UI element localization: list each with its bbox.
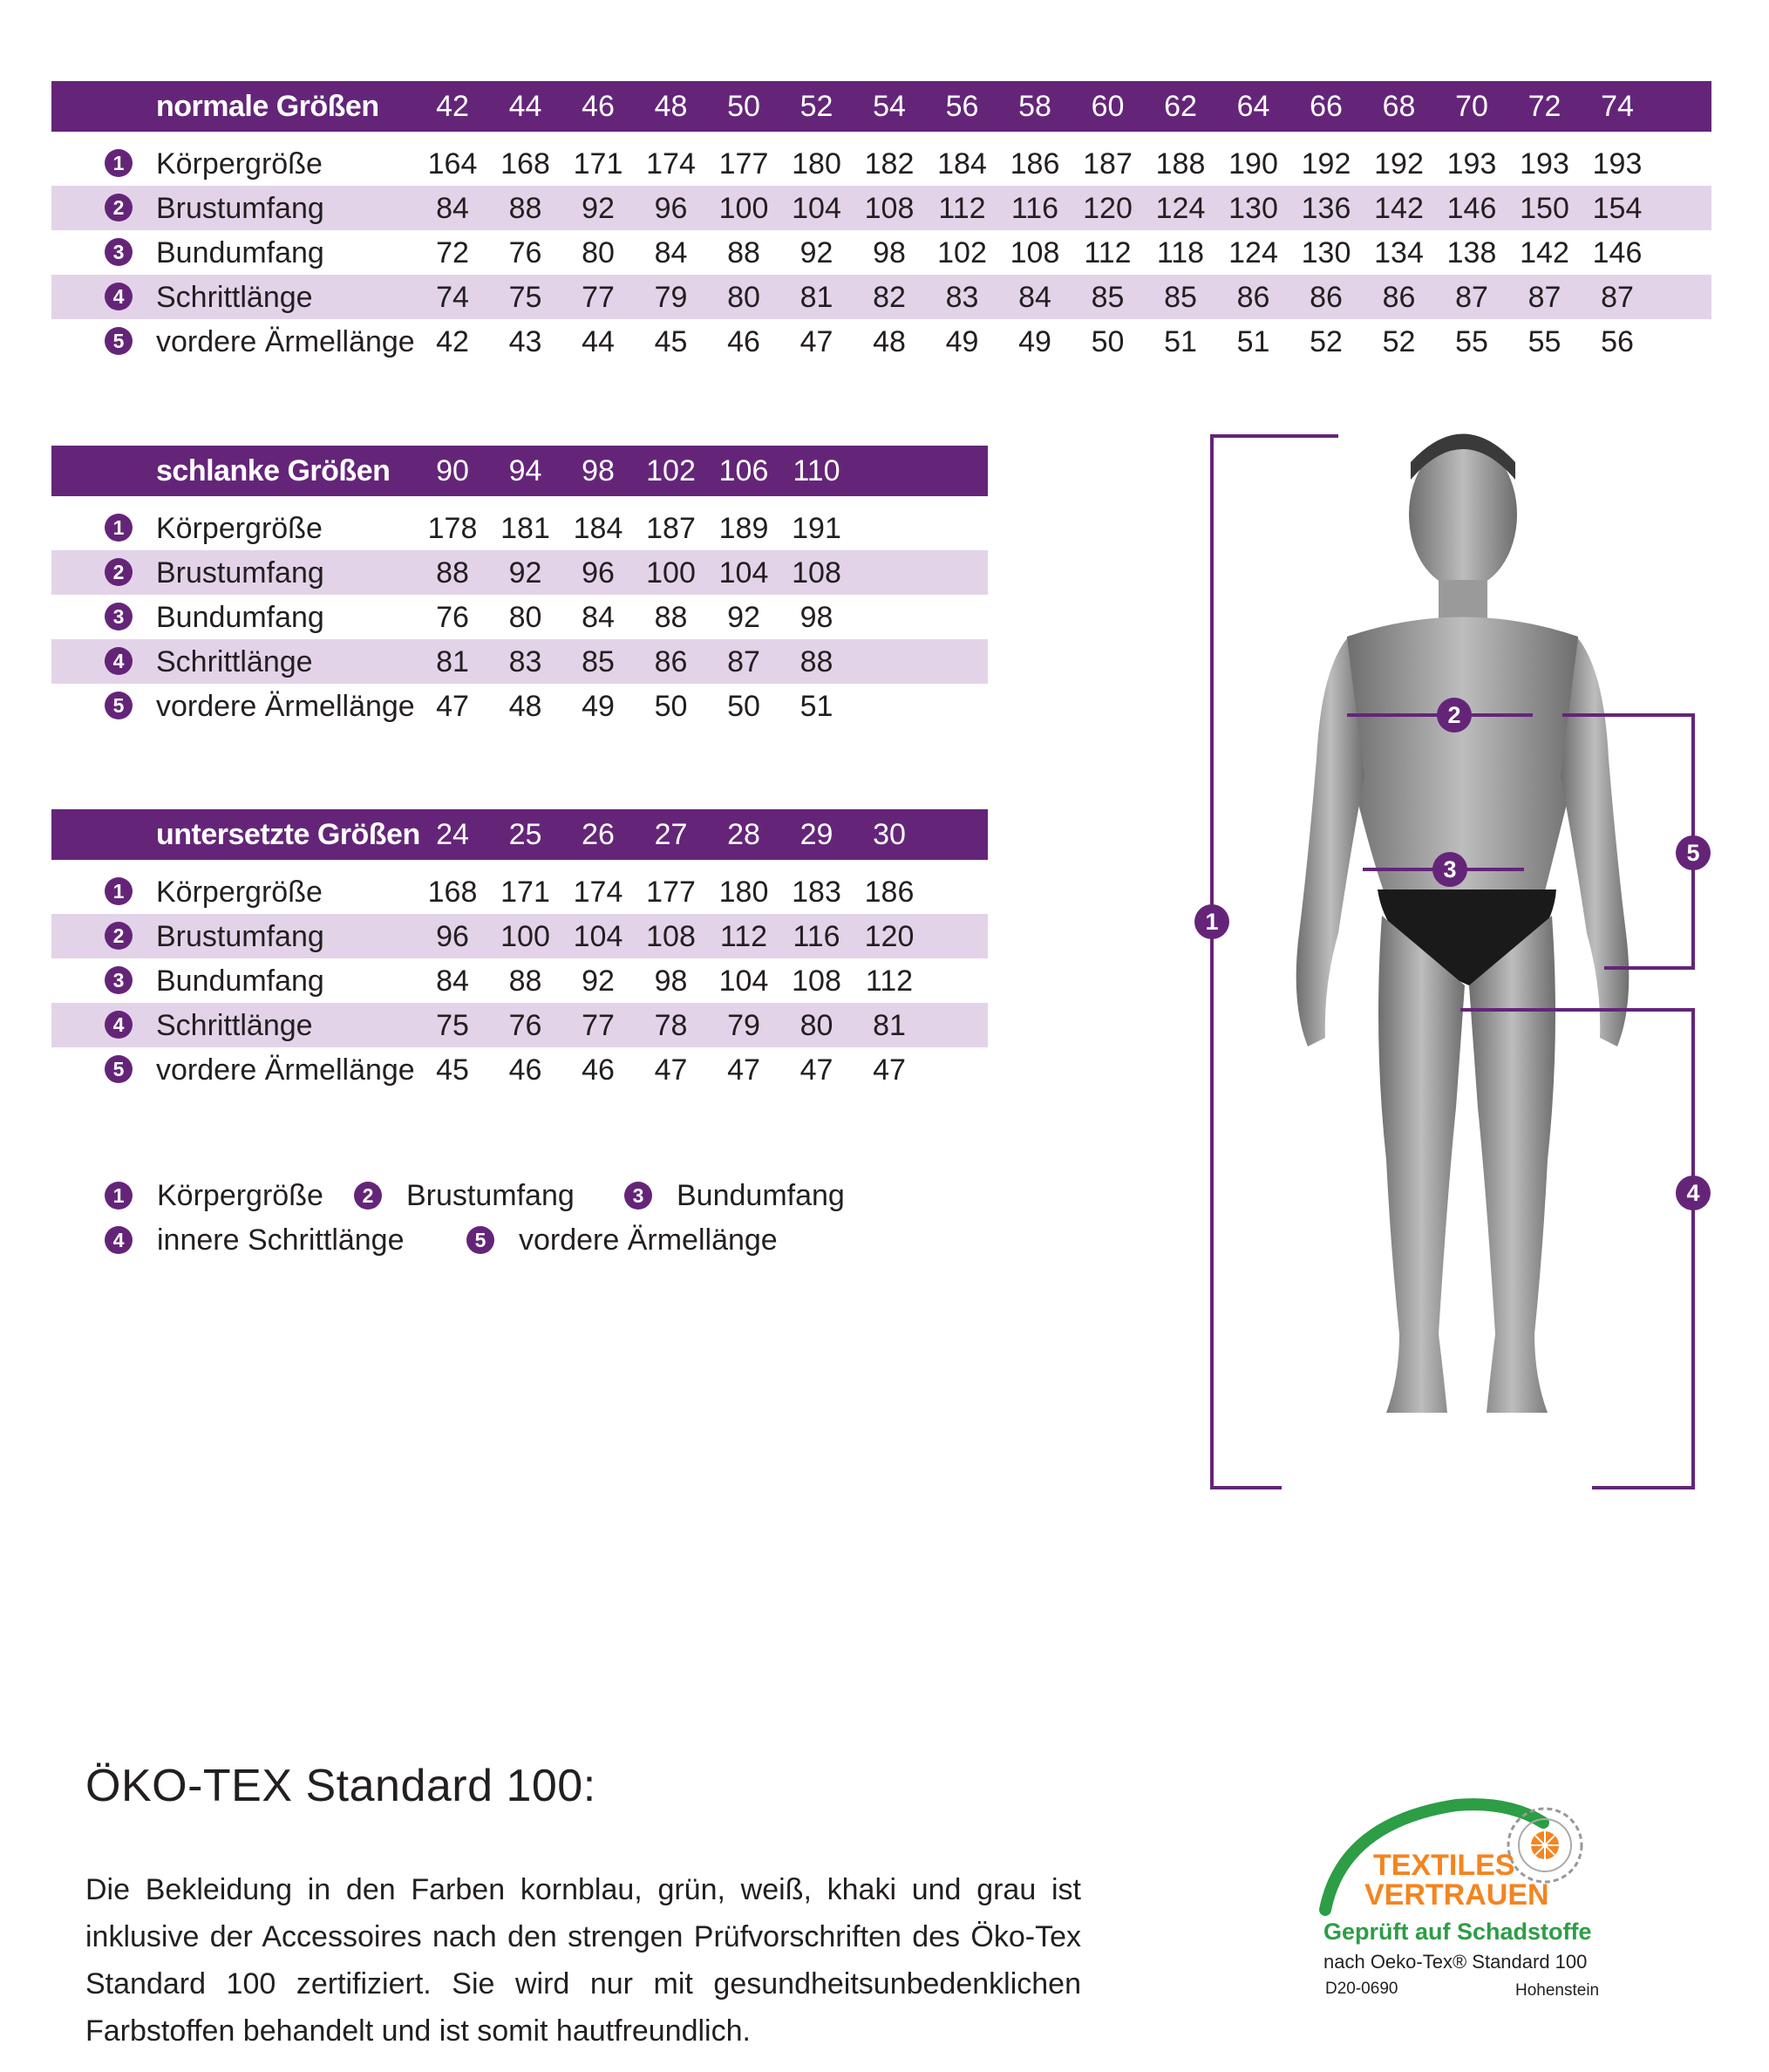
table-cell: 50 [1091,325,1125,358]
table-cell: 183 [792,876,841,909]
table-cell: 81 [873,1009,906,1042]
table-cell: 192 [1301,147,1351,181]
table-cell: 87 [727,645,760,678]
row-badge: 3 [105,603,133,630]
row-badge: 4 [105,647,133,675]
row-label: Bundumfang [156,964,324,998]
table-cell: 78 [654,1009,688,1042]
table-cell: 171 [500,876,550,909]
table-cell: 45 [436,1053,469,1087]
right-leg [1469,916,1555,1413]
table-row [51,639,988,684]
table-cell: 178 [427,512,478,545]
table-cell: 75 [508,281,542,314]
table-cell: 81 [799,281,833,314]
size-header-cell: 110 [793,454,840,487]
table-row [51,595,988,639]
badge-3: 3 [624,1182,652,1210]
size-header-cell: 28 [727,818,760,851]
left-leg [1378,916,1465,1413]
table-row [51,141,1711,186]
table-cell: 80 [508,601,542,634]
table-cell: 72 [436,236,469,269]
row-badge: 3 [105,966,133,994]
table-header [51,446,988,496]
table-cell: 112 [938,192,986,225]
size-header-cell: 70 [1455,90,1488,123]
size-header-cell: 42 [436,90,469,123]
table-cell: 92 [508,556,542,590]
table-cell: 136 [1301,192,1351,225]
table-cell: 142 [1520,236,1569,269]
table-cell: 181 [500,512,550,545]
table-cell: 84 [654,236,688,269]
table-row [51,506,988,550]
table-row [51,550,988,595]
badge-4: 4 [105,1226,133,1254]
table-cell: 88 [799,645,833,678]
table-cell: 192 [1374,147,1424,181]
figure-badge-5: 5 [1676,835,1711,870]
size-table-slim [51,446,988,728]
table-cell: 75 [436,1009,469,1042]
size-header-cell: 102 [646,454,696,487]
table-cell: 82 [873,281,906,314]
table-cell: 88 [436,556,469,590]
table-cell: 85 [1091,281,1125,314]
size-header-cell: 72 [1527,90,1561,123]
table-cell: 182 [864,147,915,181]
table-cell: 76 [508,236,542,269]
table-cell: 52 [1382,325,1416,358]
table-cell: 87 [1455,281,1488,314]
row-badge: 5 [105,1055,133,1083]
table-cell: 100 [646,556,696,590]
table-cell: 92 [799,236,833,269]
badge-5: 5 [466,1226,494,1254]
size-header-cell: 25 [508,818,542,851]
size-header-cell: 24 [436,818,469,851]
table-cell: 47 [436,690,469,723]
measurement-figure [1168,410,1726,1517]
table-cell: 96 [436,920,469,953]
table-cell: 51 [799,690,833,723]
row-label: Schrittlänge [156,1009,313,1042]
table-cell: 168 [500,147,550,181]
table-cell: 77 [582,281,615,314]
legend-label: vordere Ärmellänge [519,1223,778,1257]
table-cell: 87 [1601,281,1634,314]
oeko-tex-heading: ÖKO-TEX Standard 100: [85,1761,596,1811]
table-cell: 108 [646,920,696,953]
table-cell: 86 [1236,281,1270,314]
legend-label: Körpergröße [157,1179,323,1212]
table-cell: 80 [799,1009,833,1042]
table-cell: 180 [792,147,841,181]
table-cell: 92 [582,964,615,998]
table-cell: 180 [718,876,769,909]
table-title: schlanke Größen [156,454,391,487]
size-header-cell: 52 [799,90,833,123]
table-cell: 164 [427,147,478,181]
row-badge: 5 [105,692,133,719]
table-cell: 98 [654,964,688,998]
row-label: Körpergröße [156,876,323,909]
table-cell: 130 [1228,192,1278,225]
row-badge: 5 [105,327,133,355]
figure-badge-4: 4 [1676,1176,1711,1210]
table-title: untersetzte Größen [156,818,420,851]
table-cell: 84 [1018,281,1051,314]
table-cell: 88 [654,601,688,634]
table-cell: 47 [654,1053,688,1087]
figure-badge-1: 1 [1194,904,1229,939]
size-header-cell: 68 [1382,90,1416,123]
table-cell: 120 [1083,192,1133,225]
size-table-normal [51,81,1711,364]
table-cell: 49 [945,325,979,358]
table-cell: 104 [718,964,769,998]
table-cell: 74 [436,281,469,314]
table-cell: 188 [1155,147,1206,181]
table-row [51,1047,988,1092]
table-cell: 44 [582,325,615,358]
table-row [51,1003,988,1047]
table-row [51,275,1711,319]
table-cell: 108 [864,192,915,225]
table-cell: 51 [1236,325,1270,358]
table-cell: 112 [1084,236,1132,269]
size-header-cell: 74 [1601,90,1634,123]
table-row [51,186,1711,230]
table-cell: 55 [1527,325,1561,358]
table-cell: 189 [718,512,769,545]
row-badge: 3 [105,238,133,266]
legend-label: Bundumfang [677,1179,845,1212]
table-cell: 51 [1164,325,1197,358]
table-cell: 47 [873,1053,906,1087]
table-cell: 186 [864,876,915,909]
table-cell: 102 [937,236,987,269]
table-cell: 100 [718,192,769,225]
table-cell: 146 [1592,236,1643,269]
table-cell: 120 [864,920,915,953]
table-cell: 84 [582,601,615,634]
table-cell: 84 [436,964,469,998]
table-cell: 174 [646,147,696,181]
table-cell: 96 [654,192,688,225]
size-header-cell: 98 [582,454,615,487]
table-cell: 104 [573,920,623,953]
logo-standard-line: nach Oeko-Tex® Standard 100 [1323,1951,1588,1973]
logo-line2: VERTRAUEN [1364,1878,1549,1912]
table-cell: 81 [436,645,469,678]
table-cell: 52 [1310,325,1343,358]
size-header-cell: 44 [508,90,542,123]
table-cell: 55 [1455,325,1488,358]
row-label: vordere Ärmellänge [156,690,415,723]
size-header-cell: 56 [945,90,979,123]
table-header [51,81,1711,132]
row-label: Bundumfang [156,601,324,634]
table-cell: 191 [792,512,841,545]
table-cell: 56 [1601,325,1634,358]
table-cell: 86 [1310,281,1343,314]
table-cell: 48 [508,690,542,723]
table-cell: 42 [436,325,469,358]
person-silhouette [1168,410,1726,1517]
row-badge: 2 [105,558,133,586]
table-cell: 45 [654,325,688,358]
row-label: Brustumfang [156,192,324,225]
table-cell: 124 [1228,236,1278,269]
table-row [51,914,988,958]
figure-badge-2: 2 [1437,698,1472,733]
table-cell: 154 [1592,192,1643,225]
row-label: Brustumfang [156,556,324,590]
row-label: vordere Ärmellänge [156,1053,415,1087]
row-label: Brustumfang [156,920,324,953]
table-cell: 46 [508,1053,542,1087]
table-cell: 80 [582,236,615,269]
row-label: Körpergröße [156,147,323,181]
row-label: Schrittlänge [156,645,313,678]
size-header-cell: 64 [1236,90,1270,123]
table-cell: 46 [582,1053,615,1087]
table-cell: 47 [799,1053,833,1087]
row-badge: 4 [105,283,133,310]
table-cell: 116 [793,920,840,953]
size-header-cell: 106 [718,454,769,487]
table-cell: 85 [1164,281,1197,314]
size-table-stocky [51,809,988,1092]
size-header-cell: 26 [582,818,615,851]
logo-textiles [1364,1849,1549,1912]
oeko-tex-paragraph: Die Bekleidung in den Farben kornblau, grün, weiß, khaki und grau ist inklusive der Accessoires nach den strengen Prüfvorschriften des Öko-Tex Standard 100 zertifiziert. Sie wird nur mit gesundheitsunbedenklichen Farbstoffen behandelt und ist somit hautfreundlich. [85,1873,1081,2048]
table-cell: 49 [582,690,615,723]
size-header-cell: 58 [1018,90,1051,123]
table-cell: 85 [582,645,615,678]
size-header-cell: 94 [508,454,542,487]
table-cell: 84 [436,192,469,225]
logo-institute: Hohenstein [1515,1981,1600,2000]
table-cell: 108 [792,556,841,590]
logo-line1: TEXTILES [1373,1849,1515,1882]
table-cell: 98 [799,601,833,634]
table-cell: 98 [873,236,906,269]
table-cell: 96 [582,556,615,590]
row-label: Körpergröße [156,512,323,545]
size-header-cell: 27 [654,818,688,851]
table-cell: 88 [727,236,760,269]
row-label: vordere Ärmellänge [156,325,415,358]
table-cell: 193 [1520,147,1569,181]
legend-label: Brustumfang [406,1179,575,1212]
table-cell: 86 [1382,281,1416,314]
row-badge: 4 [105,1011,133,1039]
table-cell: 47 [727,1053,760,1087]
table-cell: 146 [1446,192,1497,225]
table-cell: 76 [436,601,469,634]
torso [1347,617,1578,899]
table-cell: 118 [1156,236,1205,269]
table-cell: 76 [508,1009,542,1042]
logo-code: D20-0690 [1325,1980,1398,1998]
table-cell: 184 [937,147,987,181]
table-cell: 108 [1010,236,1060,269]
table-cell: 88 [508,192,542,225]
table-cell: 171 [573,147,623,181]
size-header-cell: 62 [1164,90,1197,123]
table-cell: 48 [873,325,906,358]
table-cell: 142 [1374,192,1424,225]
table-row [51,230,1711,275]
table-cell: 87 [1527,281,1561,314]
table-row [51,869,988,914]
size-header-cell: 54 [873,90,906,123]
table-cell: 49 [1018,325,1051,358]
table-row [51,958,988,1003]
row-badge: 1 [105,514,133,542]
row-badge: 2 [105,922,133,950]
table-cell: 79 [654,281,688,314]
size-header-cell: 30 [873,818,906,851]
size-header-cell: 29 [799,818,833,851]
figure-badge-3: 3 [1432,852,1467,887]
table-cell: 92 [727,601,760,634]
table-cell: 83 [945,281,979,314]
table-cell: 77 [582,1009,615,1042]
table-cell: 116 [1010,192,1059,225]
table-title: normale Größen [156,90,379,123]
table-cell: 112 [719,920,768,953]
table-cell: 79 [727,1009,760,1042]
table-cell: 187 [646,512,696,545]
table-cell: 130 [1301,236,1351,269]
legend-label: innere Schrittlänge [157,1223,405,1257]
table-cell: 190 [1228,147,1278,181]
size-header-cell: 46 [582,90,615,123]
table-cell: 43 [508,325,542,358]
row-badge: 1 [105,877,133,905]
table-row [51,319,1711,364]
logo-tested-line: Geprüft auf Schadstoffe [1323,1919,1592,1945]
table-cell: 177 [718,147,769,181]
table-cell: 187 [1083,147,1133,181]
left-arm [1296,638,1364,1046]
table-cell: 150 [1520,192,1569,225]
table-cell: 80 [727,281,760,314]
size-header-cell: 48 [654,90,688,123]
size-header-cell: 60 [1091,90,1125,123]
row-label: Bundumfang [156,236,324,269]
table-cell: 86 [654,645,688,678]
badge-1: 1 [105,1182,133,1210]
table-cell: 184 [573,512,623,545]
table-cell: 104 [792,192,841,225]
table-header [51,809,988,860]
table-cell: 50 [654,690,688,723]
oeko-tex-logo [1290,1788,1639,2014]
table-cell: 168 [427,876,478,909]
table-cell: 47 [799,325,833,358]
table-cell: 50 [727,690,760,723]
size-header-cell: 50 [727,90,760,123]
table-cell: 100 [500,920,550,953]
table-cell: 46 [727,325,760,358]
table-cell: 193 [1446,147,1497,181]
table-cell: 193 [1592,147,1643,181]
table-cell: 124 [1155,192,1206,225]
row-badge: 1 [105,149,133,177]
size-header-cell: 66 [1310,90,1343,123]
table-cell: 112 [865,964,914,998]
table-cell: 108 [792,964,841,998]
table-cell: 104 [718,556,769,590]
badge-2: 2 [354,1182,382,1210]
right-arm [1561,638,1629,1046]
size-header-cell: 90 [436,454,469,487]
table-cell: 174 [573,876,623,909]
table-cell: 177 [646,876,696,909]
table-cell: 88 [508,964,542,998]
row-label: Schrittlänge [156,281,313,314]
table-cell: 134 [1374,236,1424,269]
table-row [51,684,988,728]
table-cell: 83 [508,645,542,678]
table-cell: 186 [1010,147,1060,181]
row-badge: 2 [105,194,133,222]
neck [1439,580,1487,619]
table-cell: 138 [1446,236,1497,269]
table-cell: 92 [582,192,615,225]
